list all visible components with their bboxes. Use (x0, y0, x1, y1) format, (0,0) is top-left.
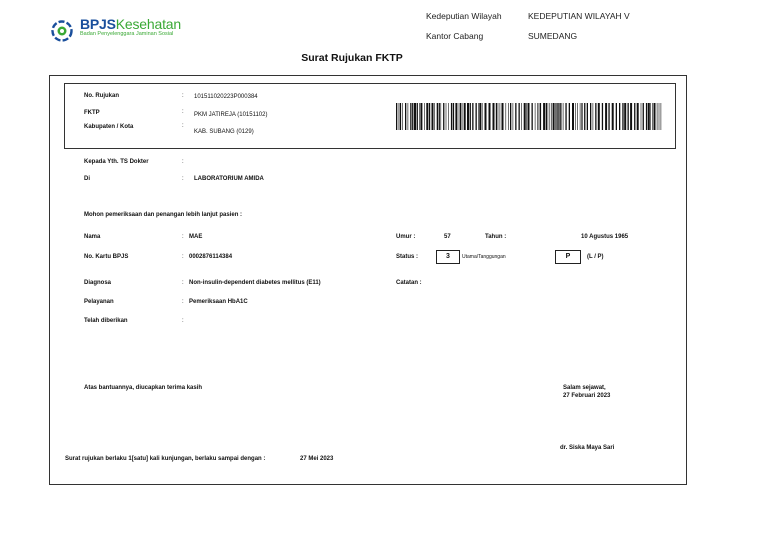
gender-note: (L / P) (587, 254, 604, 260)
kabupaten-label: Kabupaten / Kota (84, 124, 134, 130)
tahun-label: Tahun : (485, 234, 507, 240)
wilayah-label: Kedeputian Wilayah (426, 11, 502, 21)
diagnosa-label: Diagnosa (84, 280, 112, 286)
no-rujukan-label: No. Rujukan (84, 93, 120, 99)
colon: : (182, 318, 184, 324)
wilayah-value: KEDEPUTIAN WILAYAH V (528, 11, 630, 21)
colon: : (182, 123, 184, 129)
bpjs-logo-icon (51, 20, 73, 42)
fktp-label: FKTP (84, 110, 100, 116)
umur-label: Umur : (396, 234, 416, 240)
colon: : (182, 234, 184, 240)
kepada-label: Kepada Yth. TS Dokter (84, 159, 149, 165)
colon: : (182, 109, 184, 115)
fktp-value: PKM JATIREJA (10151102) (194, 112, 268, 118)
telah-diberikan-label: Telah diberikan (84, 318, 128, 324)
tanggal-lahir-value: 10 Agustus 1965 (581, 234, 629, 240)
kabupaten-value: KAB. SUBANG (0129) (194, 129, 254, 135)
pelayanan-value: Pemeriksaan HbA1C (189, 299, 248, 305)
colon: : (182, 159, 184, 165)
diagnosa-value: Non-insulin-dependent diabetes mellitus (E11) (189, 280, 321, 286)
no-rujukan-value: 101511020223P000384 (194, 94, 258, 100)
signature-date: 27 Februari 2023 (563, 393, 611, 399)
valid-until-date: 27 Mei 2023 (300, 456, 334, 462)
kartu-value: 0002876114384 (189, 254, 233, 260)
pelayanan-label: Pelayanan (84, 299, 114, 305)
cabang-value: SUMEDANG (528, 31, 578, 41)
catatan-label: Catatan : (396, 280, 422, 286)
di-value: LABORATORIUM AMIDA (194, 176, 264, 182)
colon: : (182, 176, 184, 182)
status-note: Utama/Tanggungan (462, 254, 506, 260)
colon: : (182, 93, 184, 99)
colon: : (182, 280, 184, 286)
nama-label: Nama (84, 234, 101, 240)
status-label: Status : (396, 254, 419, 260)
logo-brand: BPJSKesehatan (80, 16, 181, 32)
status-box: 3 (436, 250, 460, 264)
doctor-name: dr. Siska Maya Sari (560, 445, 615, 451)
di-label: Di (84, 176, 90, 182)
document-title: Surat Rujukan FKTP (301, 52, 403, 64)
cabang-label: Kantor Cabang (426, 31, 484, 41)
gender-box: P (555, 250, 581, 264)
barcode (396, 103, 662, 130)
thanks-text: Atas bantuannya, diucapkan terima kasih (84, 385, 203, 391)
request-text: Mohon pemeriksaan dan penangan lebih lanjut pasien : (84, 212, 243, 218)
umur-value: 57 (444, 234, 451, 240)
nama-value: MAE (189, 234, 203, 240)
logo-subtitle: Badan Penyelenggara Jaminan Sosial (80, 31, 174, 37)
salam-text: Salam sejawat, (563, 385, 606, 391)
kartu-label: No. Kartu BPJS (84, 254, 129, 260)
validity-text: Surat rujukan berlaku 1[satu] kali kunjungan, berlaku sampai dengan : (65, 456, 266, 462)
colon: : (182, 299, 184, 305)
colon: : (182, 254, 184, 260)
